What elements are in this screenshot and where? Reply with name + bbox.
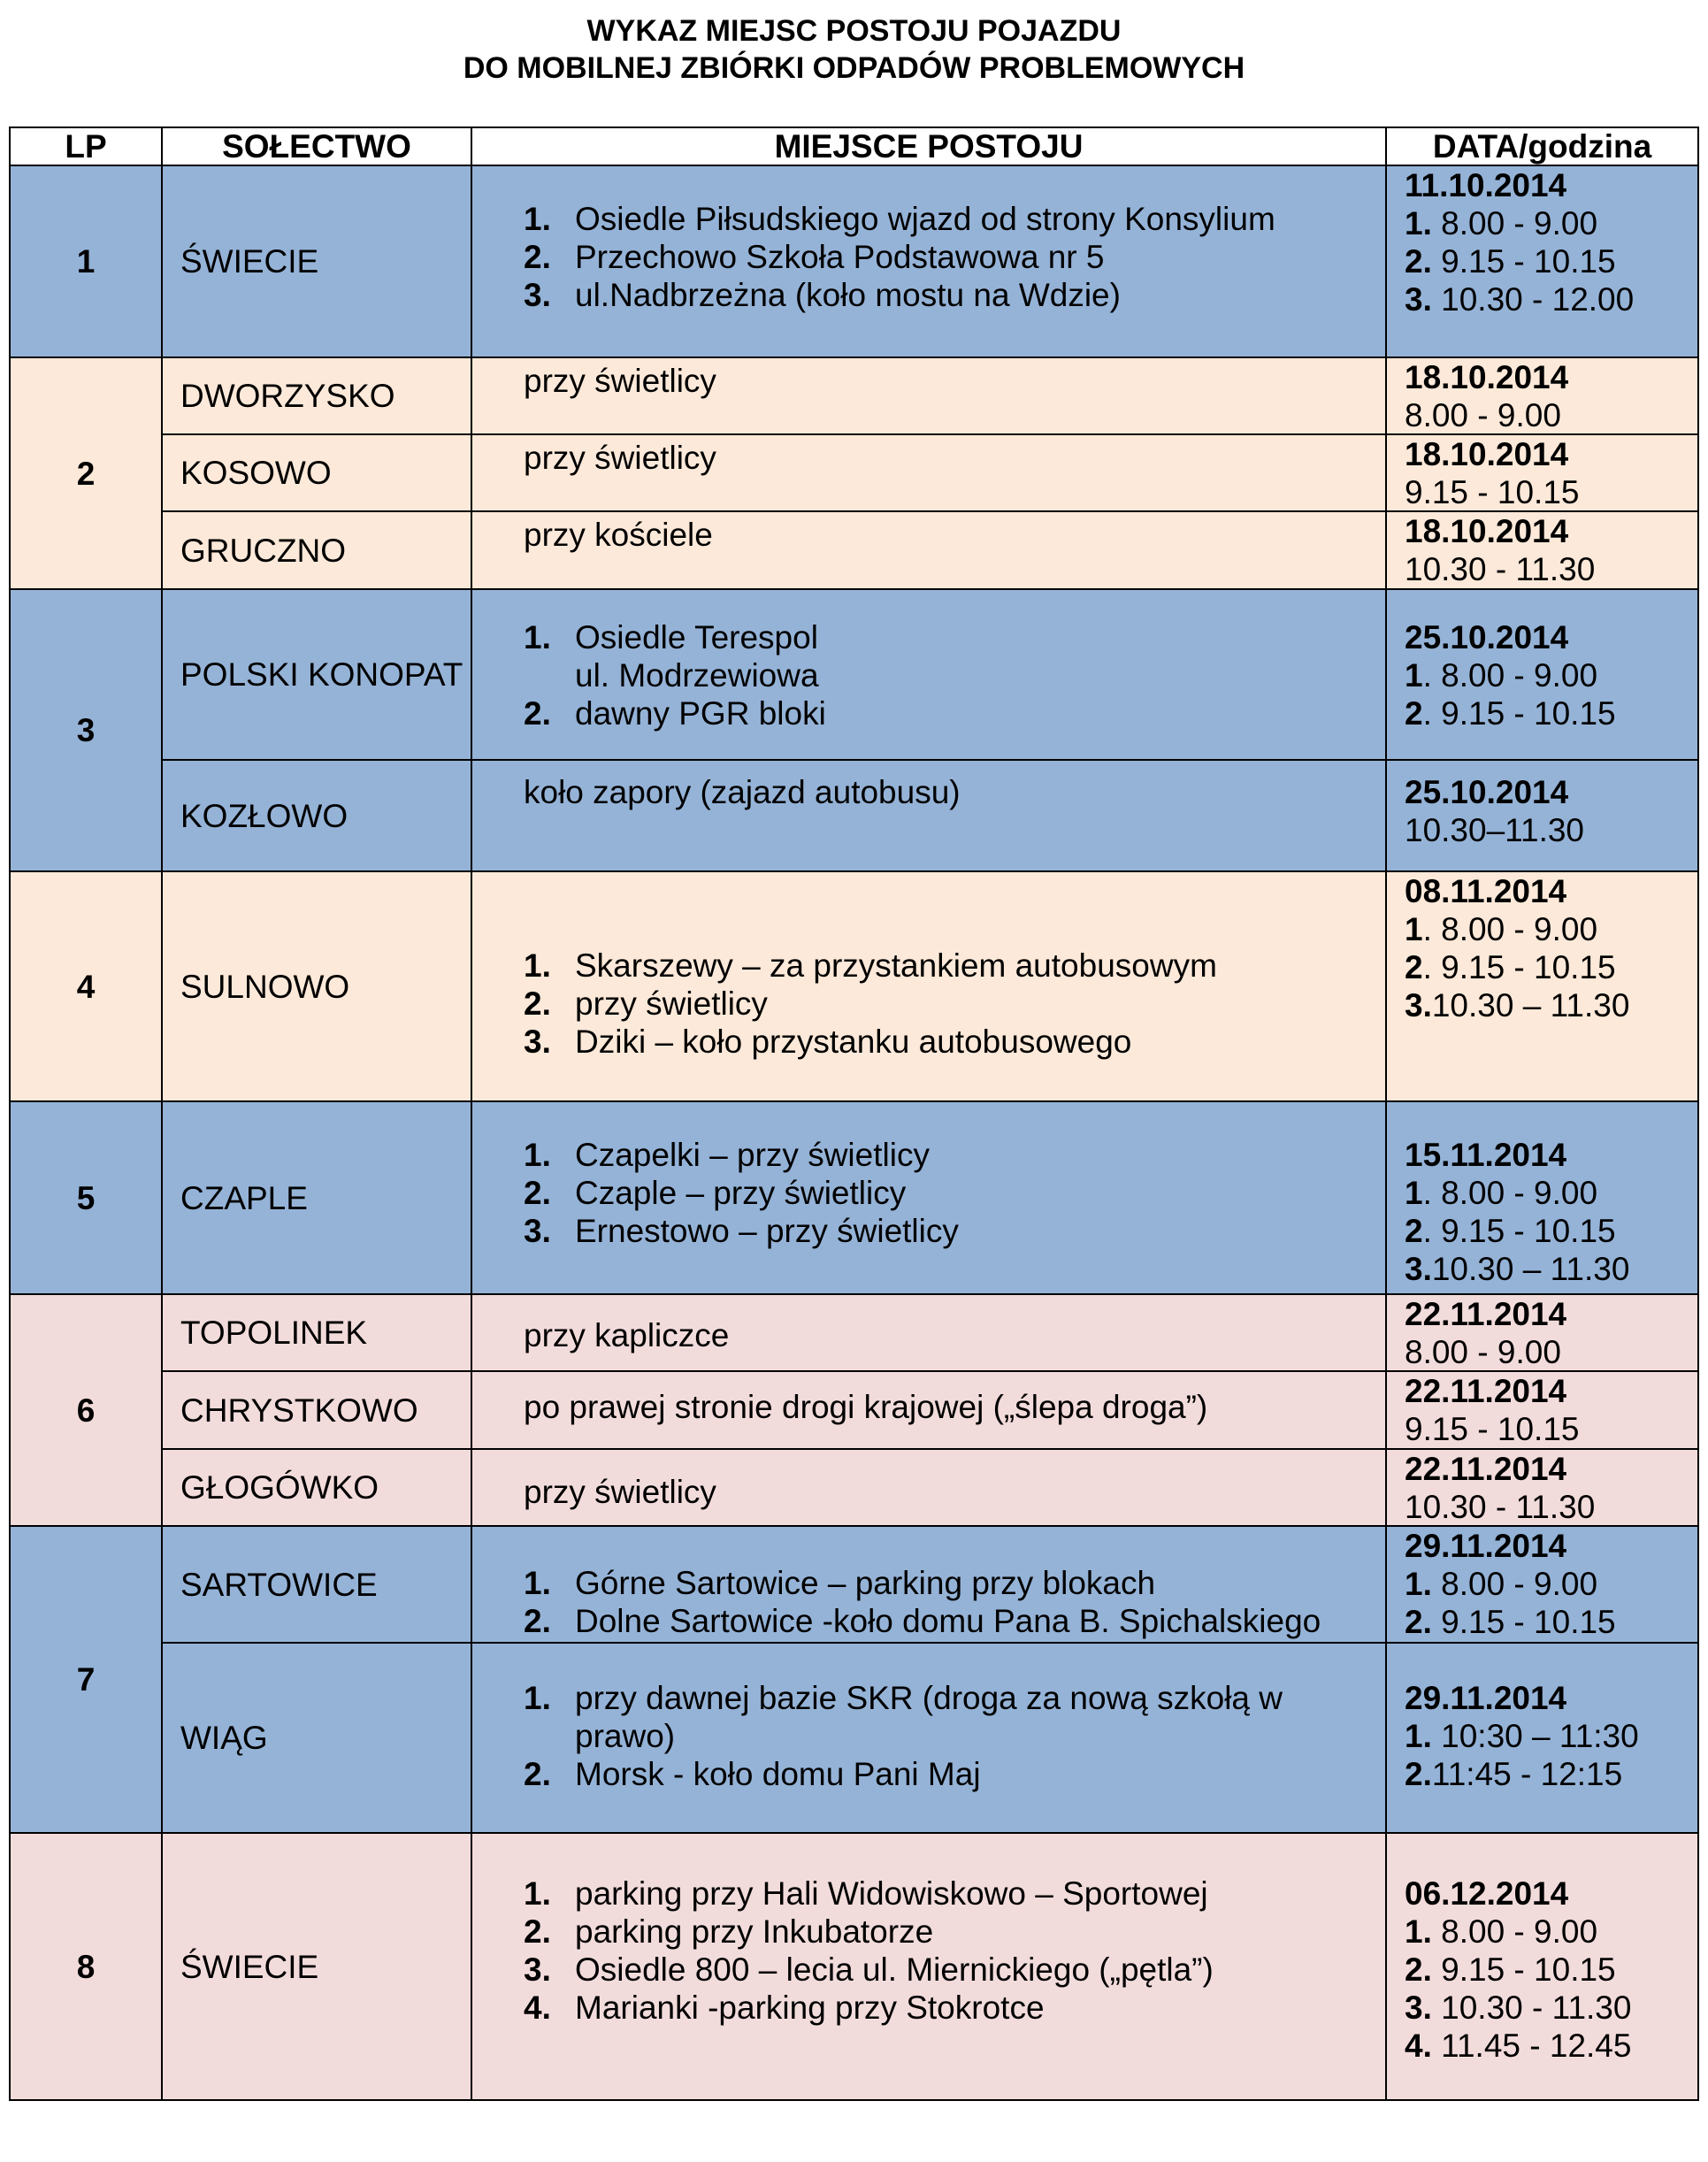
time-slot-number: 2 [1405, 695, 1423, 732]
time-slot-number: 3. [1405, 987, 1432, 1024]
solectwo-name [161, 1525, 472, 1644]
location-item-text: dawny PGR bloki [575, 695, 826, 732]
time-slot [1405, 910, 1697, 948]
row-number-text: 1 [76, 243, 96, 280]
date-cell [1385, 759, 1699, 872]
solectwo-name [161, 510, 472, 590]
location-item-number: 1. [524, 619, 551, 656]
location-item-text: Górne Sartowice – parking przy blokach [575, 1565, 1156, 1601]
time-slot-time: 9.15 - 10.15 [1405, 1411, 1580, 1447]
time-slot-number: 1. [1405, 1913, 1432, 1950]
time-slot [1405, 1212, 1697, 1250]
location-list [524, 1136, 1385, 1250]
solectwo-text: GŁOGÓWKO [180, 1469, 379, 1506]
time-slot-time: 9.15 - 10.15 [1431, 1604, 1616, 1640]
location-text: przy świetlicy [524, 1474, 716, 1510]
location-item [524, 618, 1385, 656]
location-item [524, 1679, 1385, 1755]
solectwo-text: CHRYSTKOWO [180, 1392, 418, 1429]
location-item [524, 200, 1385, 238]
location-text: przy kapliczce [524, 1317, 730, 1353]
time-slot [1405, 1410, 1697, 1448]
time-slot-time: . 9.15 - 10.15 [1422, 949, 1616, 985]
location-item-number: 2. [524, 1175, 551, 1211]
location-item [524, 985, 1385, 1023]
solectwo-name [161, 588, 472, 761]
time-slot-number: 2. [1405, 1604, 1432, 1640]
location-item-text: Osiedle Terespol [575, 619, 818, 656]
time-slot-time: 11.45 - 12.45 [1431, 2028, 1632, 2064]
location-item-text: Ernestowo – przy świetlicy [575, 1213, 959, 1249]
location-item-number: 3. [524, 1951, 551, 1988]
solectwo-name [161, 1832, 472, 2101]
row-number-text: 7 [76, 1661, 96, 1698]
time-slot [1405, 694, 1697, 732]
date-value: 22.11.2014 [1405, 1373, 1567, 1409]
row-number [9, 1293, 163, 1527]
solectwo-text: POLSKI KONOPAT [180, 656, 463, 693]
solectwo-text: DWORZYSKO [180, 378, 395, 414]
row-number [9, 1100, 163, 1295]
time-slot-time: 9.15 - 10.15 [1431, 243, 1616, 280]
location-item [524, 656, 1385, 694]
location-item-number: 3. [524, 277, 551, 313]
time-slot-time: 9.15 - 10.15 [1405, 474, 1580, 510]
solectwo-name [161, 1293, 472, 1372]
location-item-number: 2. [524, 1756, 551, 1792]
row-number-text: 2 [76, 455, 96, 492]
time-slot [1405, 280, 1697, 318]
time-slot [1405, 1989, 1697, 2027]
solectwo-name [161, 1370, 472, 1450]
date-cell [1385, 870, 1699, 1102]
time-slot [1405, 811, 1697, 849]
date-value: 18.10.2014 [1405, 436, 1569, 472]
solectwo-text: SARTOWICE [180, 1566, 378, 1603]
row-number [9, 870, 163, 1102]
location-list [524, 1679, 1385, 1793]
date-value: 25.10.2014 [1405, 619, 1569, 656]
location-text: koło zapory (zajazd autobusu) [524, 774, 961, 810]
location-text: przy świetlicy [524, 440, 716, 476]
time-slot [1405, 1250, 1697, 1288]
location-item-number: 1. [524, 1680, 551, 1716]
location-item [524, 1913, 1385, 1951]
location-item-number: 2. [524, 1603, 551, 1639]
header-data-godzina: DATA/godzina [1385, 126, 1699, 166]
time-slot-time: 8.00 - 9.00 [1405, 397, 1561, 433]
page-subtitle: DO MOBILNEJ ZBIÓRKI ODPADÓW PROBLEMOWYCH [463, 51, 1245, 85]
time-slot-time: . 8.00 - 9.00 [1422, 657, 1598, 694]
location-item-number: 1. [524, 1137, 551, 1173]
time-slot-time: . 9.15 - 10.15 [1422, 1213, 1616, 1249]
time-slot-number: 3. [1405, 1251, 1432, 1287]
row-number [9, 165, 163, 358]
header-lp: LP [9, 126, 163, 166]
header-miejsce-postoju: MIEJSCE POSTOJU [471, 126, 1387, 166]
solectwo-text: TOPOLINEK [180, 1315, 368, 1351]
time-slot [1405, 473, 1697, 511]
location-list [524, 618, 1385, 732]
location-item-number: 2. [524, 695, 551, 732]
location-item [524, 1174, 1385, 1212]
location-item-text: przy świetlicy [575, 985, 768, 1022]
date-value: 29.11.2014 [1405, 1528, 1567, 1564]
location-item-text: Osiedle 800 – lecia ul. Miernickiego („pętla”) [575, 1951, 1214, 1988]
location-item [524, 1989, 1385, 2027]
location-item-number: 1. [524, 1875, 551, 1912]
time-slot-number: 1. [1405, 1566, 1432, 1602]
location-cell [471, 588, 1387, 761]
location-item-number: 3. [524, 1024, 551, 1060]
date-value: 08.11.2014 [1405, 873, 1567, 909]
time-slot [1405, 1488, 1697, 1526]
location-cell [471, 356, 1387, 435]
location-item-text: Czaple – przy świetlicy [575, 1175, 907, 1211]
location-item-text: ul.Nadbrzeżna (koło mostu na Wdzie) [575, 277, 1121, 313]
time-slot-time: 11:45 - 12:15 [1431, 1756, 1623, 1792]
time-slot-number: 3. [1405, 281, 1432, 318]
location-cell [471, 759, 1387, 872]
location-cell [471, 1100, 1387, 1295]
location-item-number: 2. [524, 239, 551, 275]
location-item-text: parking przy Inkubatorze [575, 1913, 934, 1950]
solectwo-text: ŚWIECIE [180, 243, 319, 280]
time-slot [1405, 2027, 1697, 2065]
solectwo-text: ŚWIECIE [180, 1948, 319, 1985]
location-list [524, 200, 1385, 314]
date-cell [1385, 588, 1699, 761]
location-text: przy świetlicy [524, 363, 716, 399]
time-slot-number: 2 [1405, 949, 1423, 985]
date-cell [1385, 1100, 1699, 1295]
time-slot-number: 2. [1405, 243, 1432, 280]
row-number [9, 356, 163, 590]
time-slot [1405, 396, 1697, 434]
location-cell [471, 1370, 1387, 1450]
time-slot-time: . 9.15 - 10.15 [1422, 695, 1616, 732]
location-item [524, 276, 1385, 314]
time-slot [1405, 656, 1697, 694]
location-list [524, 1564, 1385, 1640]
time-slot [1405, 550, 1697, 588]
date-cell [1385, 433, 1699, 512]
time-slot-time: 10.30 - 11.30 [1405, 1489, 1596, 1525]
row-number-text: 8 [76, 1948, 96, 1985]
date-cell [1385, 356, 1699, 435]
time-slot-time: 8.00 - 9.00 [1431, 205, 1598, 242]
time-slot-number: 1 [1405, 911, 1423, 947]
date-cell [1385, 510, 1699, 590]
location-cell [471, 1832, 1387, 2101]
date-value: 18.10.2014 [1405, 513, 1569, 549]
time-slot-number: 2. [1405, 1951, 1432, 1988]
location-cell [471, 165, 1387, 358]
row-number-text: 6 [76, 1392, 96, 1429]
row-number-text: 4 [76, 968, 96, 1005]
time-slot-time: 10.30 - 11.30 [1431, 1990, 1632, 2026]
location-item [524, 1602, 1385, 1640]
location-item [524, 1951, 1385, 1989]
solectwo-name [161, 759, 472, 872]
location-cell [471, 510, 1387, 590]
time-slot-time: 10:30 – 11:30 [1431, 1718, 1639, 1754]
solectwo-name [161, 870, 472, 1102]
location-item-text: Dolne Sartowice -koło domu Pana B. Spichalskiego [575, 1603, 1321, 1639]
header-solectwo: SOŁECTWO [161, 126, 472, 166]
location-item-number: 1. [524, 201, 551, 237]
time-slot-number: 1. [1405, 1718, 1432, 1754]
date-value: 11.10.2014 [1405, 167, 1567, 203]
time-slot [1405, 986, 1697, 1024]
location-item-text: Przechowo Szkoła Podstawowa nr 5 [575, 239, 1105, 275]
row-number [9, 588, 163, 872]
date-cell [1385, 165, 1699, 358]
row-number [9, 1832, 163, 2101]
time-slot [1405, 1913, 1697, 1951]
date-value: 22.11.2014 [1405, 1451, 1567, 1487]
time-slot [1405, 204, 1697, 242]
location-item-number: 2. [524, 985, 551, 1022]
date-value: 15.11.2014 [1405, 1137, 1567, 1173]
row-number-text: 5 [76, 1179, 96, 1216]
time-slot-number: 2. [1405, 1756, 1432, 1792]
location-text: przy kościele [524, 517, 713, 553]
solectwo-text: CZAPLE [180, 1179, 308, 1216]
date-cell [1385, 1525, 1699, 1644]
date-cell [1385, 1642, 1699, 1834]
location-item-number: 1. [524, 1565, 551, 1601]
location-item-text: Czapelki – przy świetlicy [575, 1137, 930, 1173]
location-item-text: Skarszewy – za przystankiem autobusowym [575, 947, 1217, 984]
solectwo-text: GRUCZNO [180, 532, 347, 569]
time-slot-number: 1 [1405, 657, 1423, 694]
location-list [524, 947, 1385, 1061]
time-slot [1405, 1174, 1697, 1212]
solectwo-name [161, 165, 472, 358]
date-cell [1385, 1293, 1699, 1372]
time-slot-time: 10.30 – 11.30 [1431, 1251, 1630, 1287]
location-item [524, 1212, 1385, 1250]
location-cell [471, 870, 1387, 1102]
location-item-text: Marianki -parking przy Stokrotce [575, 1990, 1045, 2026]
solectwo-name [161, 1448, 472, 1527]
solectwo-name [161, 433, 472, 512]
time-slot-number: 4. [1405, 2028, 1432, 2064]
date-value: 22.11.2014 [1405, 1296, 1567, 1332]
solectwo-name [161, 1642, 472, 1834]
time-slot-number: 1 [1405, 1175, 1423, 1211]
location-item [524, 1564, 1385, 1602]
location-item-number: 4. [524, 1990, 551, 2026]
location-item [524, 694, 1385, 732]
time-slot-number: 2 [1405, 1213, 1423, 1249]
row-number [9, 1525, 163, 1834]
location-item-number [524, 656, 575, 694]
date-value: 25.10.2014 [1405, 774, 1569, 810]
date-cell [1385, 1448, 1699, 1527]
location-item [524, 947, 1385, 985]
solectwo-text: SULNOWO [180, 968, 350, 1005]
time-slot [1405, 1755, 1697, 1793]
time-slot-time: 10.30 - 12.00 [1431, 281, 1635, 318]
time-slot [1405, 242, 1697, 280]
location-cell [471, 1642, 1387, 1834]
date-cell [1385, 1370, 1699, 1450]
location-list [524, 1874, 1385, 2027]
time-slot-time: 8.00 - 9.00 [1431, 1566, 1598, 1602]
date-value: 18.10.2014 [1405, 359, 1569, 395]
time-slot-time: 8.00 - 9.00 [1405, 1334, 1561, 1370]
time-slot [1405, 1333, 1697, 1371]
time-slot-time: 8.00 - 9.00 [1431, 1913, 1598, 1950]
time-slot-time: 10.30 - 11.30 [1405, 551, 1596, 587]
location-item [524, 238, 1385, 276]
row-number-text: 3 [76, 712, 96, 748]
location-cell [471, 1448, 1387, 1527]
time-slot-number: 1. [1405, 205, 1432, 242]
location-item-text: Morsk - koło domu Pani Maj [575, 1756, 981, 1792]
solectwo-text: WIĄG [180, 1720, 268, 1756]
solectwo-name [161, 1100, 472, 1295]
solectwo-name [161, 356, 472, 435]
location-cell [471, 1525, 1387, 1644]
page-title: WYKAZ MIEJSC POSTOJU POJAZDU [586, 14, 1122, 48]
location-item-number: 3. [524, 1213, 551, 1249]
time-slot-time: . 8.00 - 9.00 [1422, 1175, 1598, 1211]
time-slot-number: 3. [1405, 1990, 1432, 2026]
location-item-text: Dziki – koło przystanku autobusowego [575, 1024, 1132, 1060]
date-cell [1385, 1832, 1699, 2101]
location-text: po prawej stronie drogi krajowej („ślepa droga”) [524, 1389, 1208, 1425]
location-item [524, 1755, 1385, 1793]
location-item-text: Osiedle Piłsudskiego wjazd od strony Konsylium [575, 201, 1275, 237]
solectwo-text: KOZŁOWO [180, 797, 348, 834]
date-value: 06.12.2014 [1405, 1875, 1569, 1912]
location-cell [471, 433, 1387, 512]
time-slot-time: 10.30 – 11.30 [1431, 987, 1630, 1024]
time-slot [1405, 948, 1697, 986]
location-cell [471, 1293, 1387, 1372]
solectwo-text: KOSOWO [180, 455, 332, 491]
location-item-text: ul. Modrzewiowa [575, 657, 819, 694]
time-slot [1405, 1717, 1697, 1755]
location-item [524, 1023, 1385, 1061]
time-slot [1405, 1565, 1697, 1603]
time-slot-time: . 8.00 - 9.00 [1422, 911, 1598, 947]
location-item-number: 2. [524, 1913, 551, 1950]
location-item [524, 1874, 1385, 1913]
time-slot-time: 9.15 - 10.15 [1431, 1951, 1616, 1988]
location-item [524, 1136, 1385, 1174]
time-slot [1405, 1603, 1697, 1641]
time-slot [1405, 1951, 1697, 1989]
location-item-number: 1. [524, 947, 551, 984]
location-item-text: przy dawnej bazie SKR (droga za nową szkołą w prawo) [575, 1680, 1283, 1754]
time-slot-time: 10.30–11.30 [1405, 812, 1585, 848]
location-item-text: parking przy Hali Widowiskowo – Sportowej [575, 1875, 1208, 1912]
date-value: 29.11.2014 [1405, 1680, 1567, 1716]
